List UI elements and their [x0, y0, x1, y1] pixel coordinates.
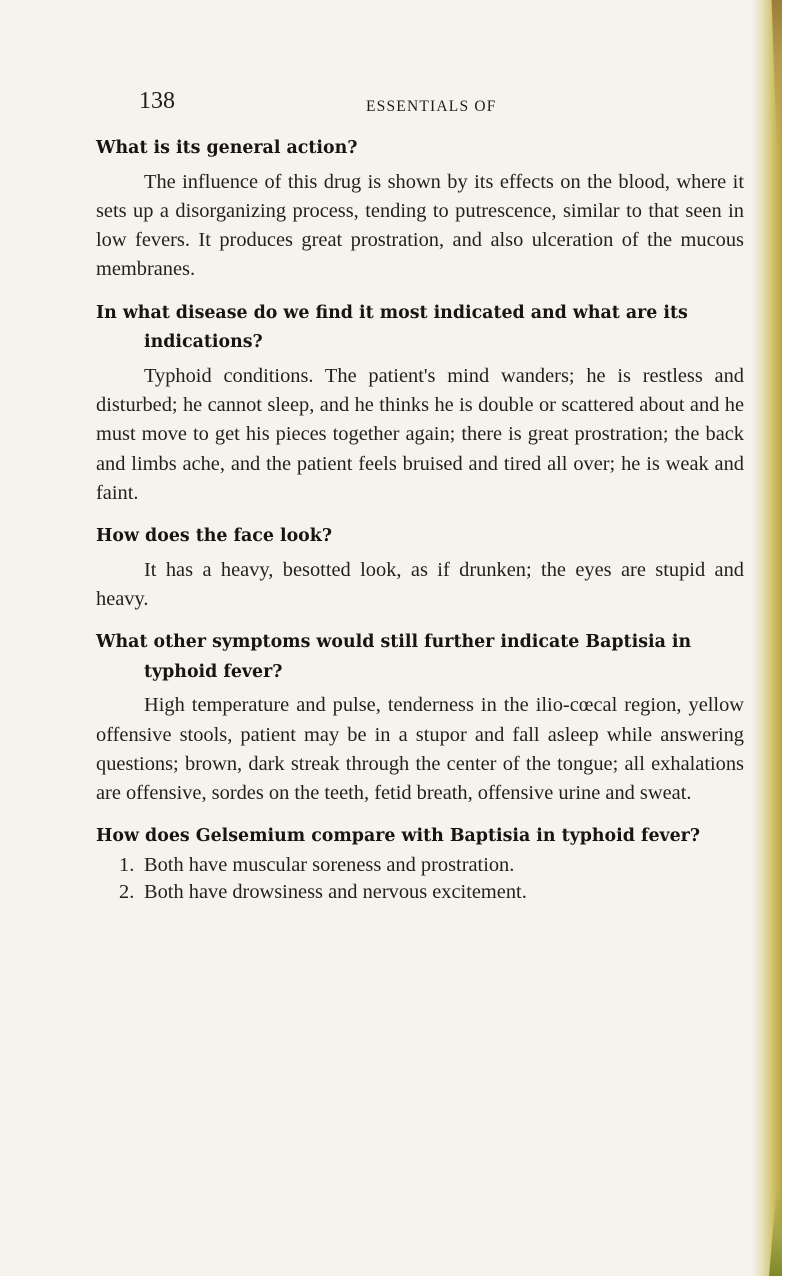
answer-paragraph: High temperature and pulse, tenderness in the ilio-cœcal region, yellow offensive stools, patient may be in a stupor and fall asleep while answering questions; brown, dark streak through the center of the tongue; all exhalations are offensive, sordes on the teeth, fetid breath, offensive urine and sweat.: [96, 694, 744, 805]
question-heading: What other symptoms would still further indicate Baptisia in typhoid fever?: [96, 632, 692, 682]
question-heading: In what disease do we find it most indicated and what are its indications?: [96, 302, 688, 353]
page-header: [96, 88, 744, 120]
page-number: 138: [139, 88, 175, 114]
running-head: ESSENTIALS OF: [366, 98, 497, 115]
list-item-text: Both have muscular soreness and prostration.: [144, 853, 515, 876]
list-item-number: 1.: [119, 853, 135, 876]
answer-paragraph: The influence of this drug is shown by its effects on the blood, where it sets up a disorganizing process, tending to putrescence, similar to that seen in low fevers. It produces great prostration, and also ulceration of the mucous membranes.: [96, 170, 744, 281]
qa-section: [96, 134, 744, 285]
list-item: [96, 852, 744, 880]
qa-section: [96, 522, 744, 614]
answer-paragraph: Typhoid conditions. The patient's mind wanders; he is restless and disturbed; he cannot sleep, and he thinks he is double or scattered about and he must move to get his pieces together again; there is great prostration; the back and limbs ache, and the patient feels bruised and tired all over; he is weak and faint.: [96, 364, 744, 504]
question-heading: How does Gelsemium compare with Baptisia in typhoid fever?: [96, 826, 701, 847]
list-item: [96, 879, 744, 907]
qa-section: [96, 822, 744, 907]
answer-paragraph: It has a heavy, besotted look, as if drunken; the eyes are stupid and heavy.: [96, 558, 744, 610]
question-heading: How does the face look?: [96, 526, 333, 547]
page-edge: [762, 0, 782, 1276]
page-edge-shadow: [752, 0, 762, 1276]
comparison-list: [96, 852, 744, 907]
question-heading: What is its general action?: [96, 138, 358, 158]
list-item-text: Both have drowsiness and nervous excitement.: [144, 881, 527, 904]
qa-section: [96, 299, 744, 508]
qa-section: [96, 628, 744, 808]
list-item-number: 2.: [119, 881, 135, 904]
page-content: [96, 134, 744, 907]
